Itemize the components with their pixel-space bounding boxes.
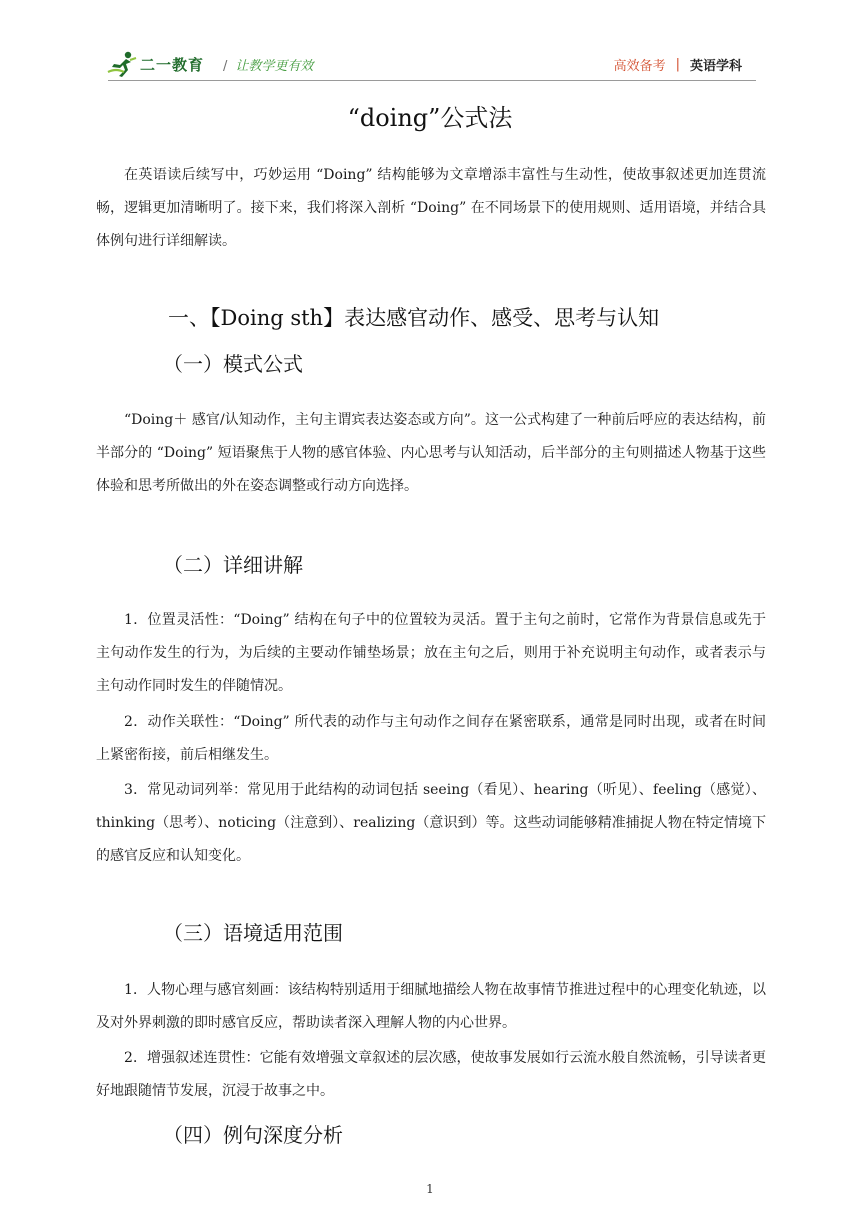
header-slogan — [223, 55, 313, 74]
subheading-context-scope: （三）语境适用范围 — [163, 921, 343, 945]
section-heading-prefix: 一、【 — [168, 306, 221, 330]
section-heading-suffix: 】表达感官动作、感受、思考与认知 — [323, 306, 660, 330]
subheading-detailed-explanation: （二）详细讲解 — [163, 553, 303, 577]
explanation-item-1: 1．位置灵活性：“Doing” 结构在句子中的位置较为灵活。置于主句之前时，它常作为背景信息或先于主句动作发生的行为，为后续的主要动作铺垫场景；放在主句之后，则用于补充说明主句动作，或者表示与主句动作同时发生的伴随情况。 — [96, 612, 766, 694]
intro-paragraph: 在英语读后续写中，巧妙运用 “Doing” 结构能够为文章增添丰富性与生动性，使故事叙述更加连贯流畅，逻辑更加清晰明了。接下来，我们将深入剖析 “Doing” 在不同场景下的使用规则、适用语境，并结合具体例句进行详细解读。 — [96, 167, 766, 249]
header-subject — [614, 55, 742, 74]
subheading-pattern-formula: （一）模式公式 — [163, 352, 303, 376]
logo — [106, 50, 204, 78]
section-heading-1 — [168, 302, 659, 332]
context-item-1: 1．人物心理与感官刻画：该结构特别适用于细腻地描绘人物在故事情节推进过程中的心理变化轨迹，以及对外界刺激的即时感官反应，帮助读者深入理解人物的内心世界。 — [96, 982, 766, 1031]
header-keyword: 高效备考 — [613, 59, 666, 74]
page-number: 1 — [426, 1182, 434, 1196]
header-subject-label: 英语学科 — [689, 59, 742, 74]
explanation-item-2: 2．动作关联性：“Doing” 所代表的动作与主句动作之间存在紧密联系，通常是同时出现，或者在时间上紧密衔接，前后相继发生。 — [96, 714, 766, 763]
logo-text: 二一教育 — [140, 55, 205, 74]
slogan-text: 让教学更有效 — [235, 59, 314, 74]
subheading-example-analysis: （四）例句深度分析 — [163, 1123, 343, 1147]
runner-logo-icon — [106, 50, 138, 78]
header-separator: | — [675, 57, 680, 72]
page-header — [0, 0, 860, 84]
context-item-2: 2．增强叙述连贯性：它能有效增强文章叙述的层次感，使故事发展如行云流水般自然流畅，引导读者更好地跟随情节发展，沉浸于故事之中。 — [96, 1050, 766, 1099]
pattern-formula-paragraph: “Doing＋ 感官/认知动作，主句主谓宾表达姿态或方向”。这一公式构建了一种前后呼应的表达结构，前半部分的 “Doing” 短语聚焦于人物的感官体验、内心思考与认知活动，后半部分的主句则描述人物基于这些体验和思考所做出的外在姿态调整或行动方向选择。 — [96, 412, 766, 494]
section-heading-latin: Doing sth — [220, 306, 324, 330]
header-divider — [108, 80, 756, 81]
explanation-item-3: 3．常见动词列举：常见用于此结构的动词包括 seeing（看见）、hearing（听见）、feeling（感觉）、thinking（思考）、noticing（注意到）、realizing（意识到）等。这些动词能够精准捕捉人物在特定情境下的感官反应和认知变化。 — [96, 782, 766, 864]
slogan-slash: / — [223, 59, 228, 74]
document-title: “doing”公式法 — [347, 104, 513, 132]
